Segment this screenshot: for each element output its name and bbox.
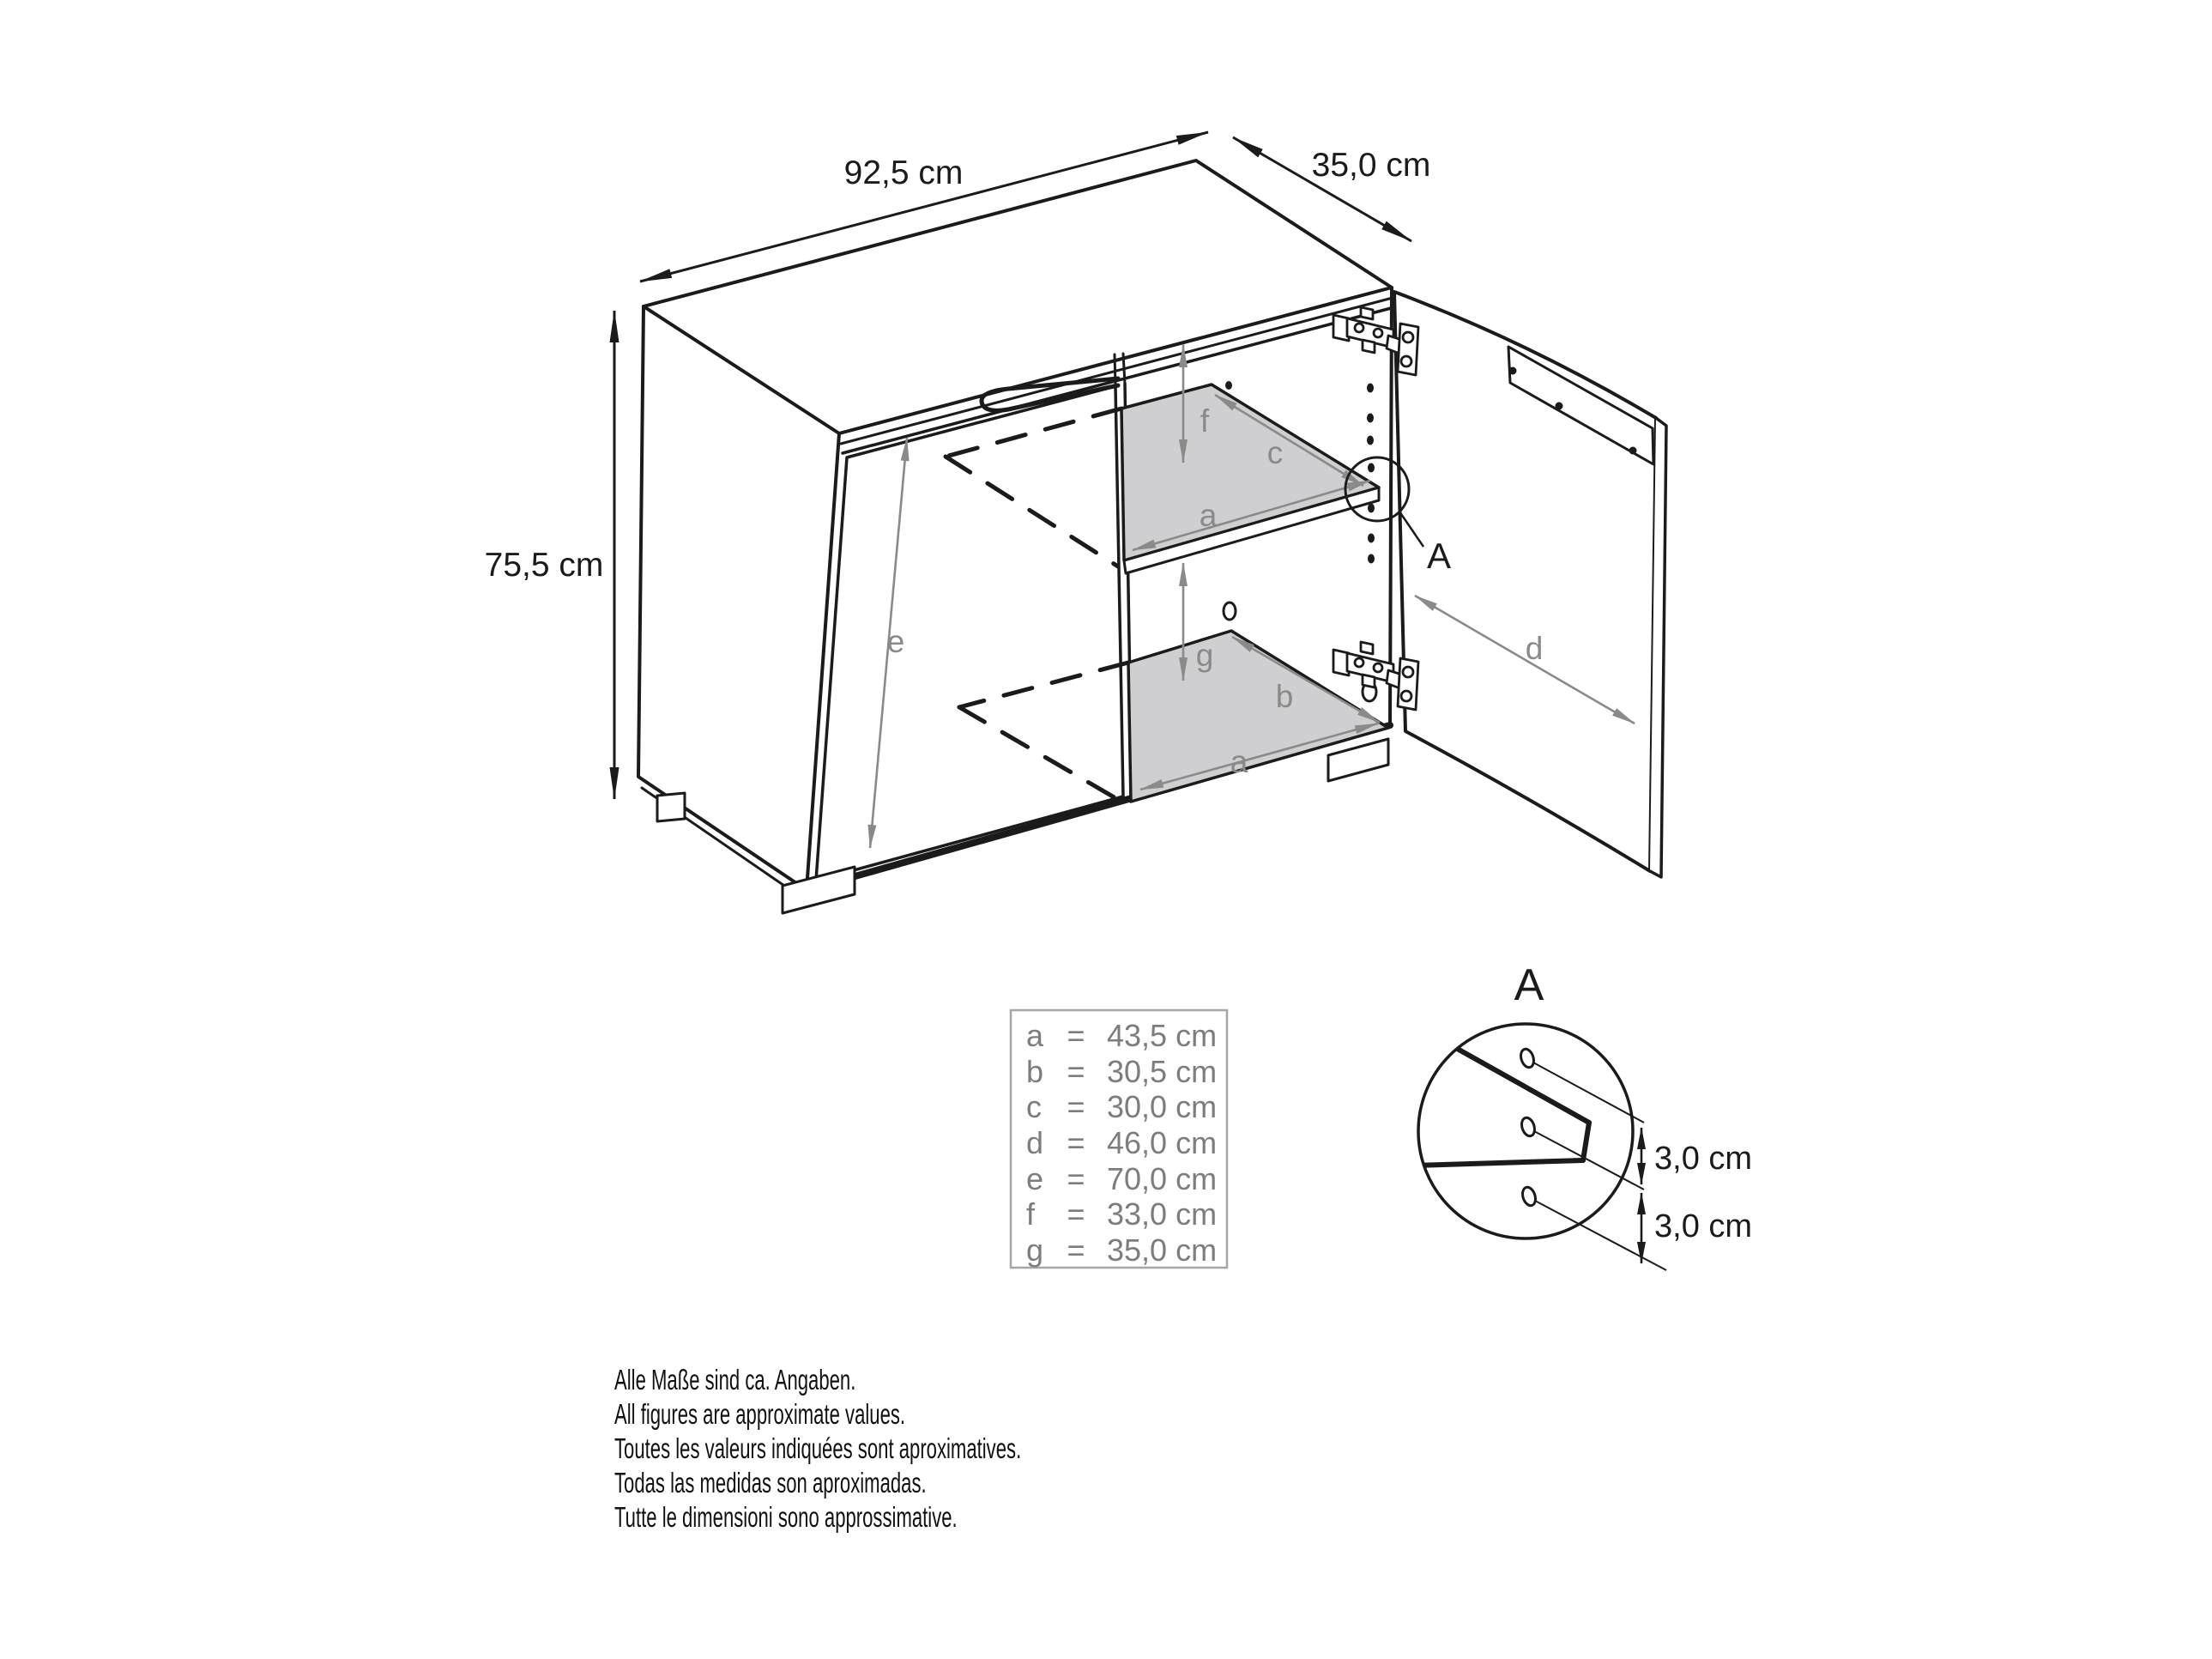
hinge-screw	[1355, 658, 1363, 667]
pin-hole-dot	[1367, 414, 1374, 423]
depth-dim-label: 35,0 cm	[1311, 147, 1431, 184]
pin-hole-dot	[1368, 534, 1375, 543]
legend-eq: =	[1067, 1089, 1085, 1124]
pin-hole-dot	[1367, 384, 1374, 393]
cabinet-carcass	[638, 160, 1394, 913]
legend-eq: =	[1067, 1125, 1085, 1160]
legend-eq: =	[1067, 1161, 1085, 1196]
legend-letter: g	[1026, 1232, 1044, 1268]
hinge-screw	[1374, 329, 1382, 337]
open-door	[1394, 292, 1666, 877]
hinge-tab-top	[1361, 642, 1373, 654]
width-dim-label: 92,5 cm	[843, 154, 964, 191]
detail-dim-label-lower: 3,0 cm	[1654, 1208, 1753, 1244]
legend-value: 30,5 cm	[1107, 1054, 1218, 1089]
hinge-tab-bottom	[1363, 675, 1375, 687]
legend-table	[1011, 1010, 1227, 1268]
legend-letter: d	[1026, 1125, 1044, 1160]
notes-block	[614, 1365, 1021, 1533]
door-gap-tick-2	[1123, 354, 1125, 384]
part-label-g: g	[1195, 638, 1214, 673]
pin-hole-dot	[1368, 504, 1375, 513]
foot-front-right	[1328, 739, 1388, 781]
part-label-c: c	[1266, 435, 1284, 470]
part-label-f: f	[1200, 403, 1210, 439]
detail-title: A	[1514, 960, 1544, 1010]
legend-eq: =	[1067, 1232, 1085, 1268]
note-line-3: Toutes les valeurs indiquées sont aproximatives.	[614, 1432, 1022, 1465]
height-dim-label: 75,5 cm	[484, 547, 604, 584]
rail-screw-dot	[1509, 367, 1517, 375]
hinge-tab-bottom	[1363, 340, 1375, 353]
hinge-plate-screw	[1401, 356, 1411, 366]
part-label-d: d	[1525, 631, 1544, 666]
legend-eq: =	[1067, 1018, 1085, 1053]
pin-hole-dot	[1368, 463, 1375, 473]
pin-hole-dot	[1367, 436, 1374, 445]
hinge-screw	[1374, 663, 1382, 672]
legend-letter: a	[1026, 1018, 1044, 1053]
legend-letter: f	[1026, 1196, 1036, 1232]
hinge-plate-screw	[1401, 691, 1411, 701]
hinge-tab-top	[1361, 307, 1373, 319]
note-line-4: Todas las medidas son aproximadas.	[614, 1467, 927, 1499]
part-label-a-upper: a	[1199, 498, 1218, 533]
detail-callout-label: A	[1427, 536, 1452, 576]
pin-hole-dot	[1368, 554, 1375, 564]
note-line-5: Tutte le dimensioni sono approssimative.	[614, 1501, 958, 1534]
foot-left-back	[657, 793, 685, 821]
legend-value: 46,0 cm	[1107, 1125, 1218, 1160]
pin-hole-dot	[1225, 381, 1232, 390]
note-line-1: Alle Maße sind ca. Angaben.	[614, 1364, 856, 1396]
rail-screw-dot	[1629, 447, 1637, 455]
legend-value: 35,0 cm	[1107, 1232, 1218, 1268]
connector-hole	[1224, 602, 1236, 620]
legend-eq: =	[1067, 1196, 1085, 1232]
closed-door	[816, 386, 1123, 881]
legend-letter: c	[1026, 1089, 1042, 1124]
legend-letter: e	[1026, 1161, 1044, 1196]
part-label-e: e	[886, 624, 905, 659]
legend-value: 30,0 cm	[1107, 1089, 1218, 1124]
part-label-a-lower: a	[1230, 744, 1248, 779]
rail-screw-dot	[1556, 403, 1563, 410]
legend-eq: =	[1067, 1054, 1085, 1089]
detail-dim-label-upper: 3,0 cm	[1654, 1141, 1753, 1177]
hinge-screw	[1355, 324, 1363, 332]
note-line-2: All figures are approximate values.	[614, 1398, 906, 1431]
front-right-edge	[1390, 288, 1392, 725]
detail-view-a	[1414, 960, 1752, 1270]
legend-letter: b	[1026, 1054, 1044, 1089]
legend-value: 33,0 cm	[1107, 1196, 1218, 1232]
hinge-plate-screw	[1403, 667, 1413, 677]
legend-value: 43,5 cm	[1107, 1018, 1218, 1053]
part-label-b: b	[1275, 679, 1294, 714]
top-panel-face	[644, 160, 1392, 433]
hinge-plate-screw	[1403, 332, 1413, 342]
legend-value: 70,0 cm	[1107, 1161, 1218, 1196]
